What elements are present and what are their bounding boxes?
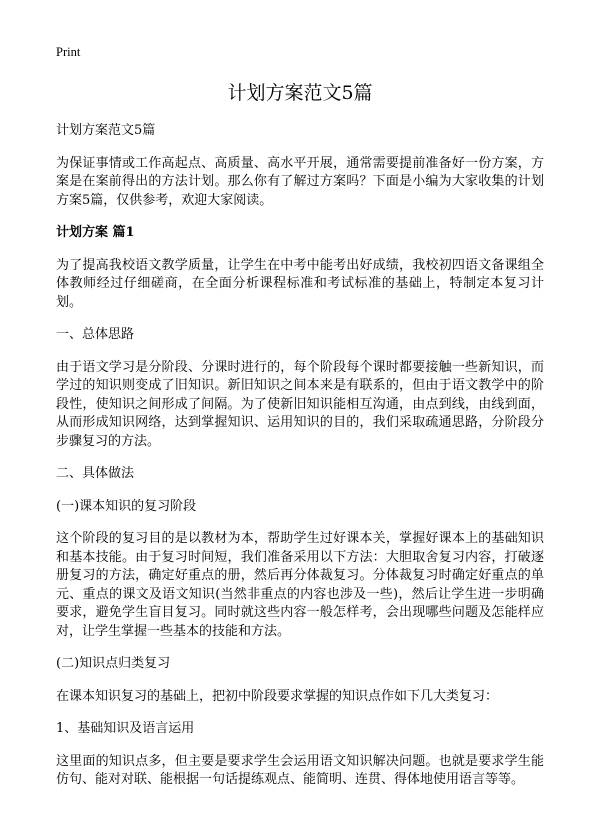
document-subtitle: 计划方案范文5篇 [56,123,156,138]
heading-specific-methods: 二、具体做法 [56,466,135,481]
document-title: 计划方案范文5篇 [227,82,373,104]
print-link[interactable]: Print [56,45,81,59]
intro-paragraph: 为保证事情或工作高起点、高质量、高水平开展，通常需要提前准备好一份方案，方案是在案前得出的方法计划。那么你有了解过方案吗？下面是小编为大家收集的计划方案5篇，仅供参考，欢迎大家阅读。 [56,155,544,208]
knowledge-classification-paragraph: 在课本知识复习的基础上，把初中阶段要求掌握的知识点作如下几大类复习： [56,688,499,704]
heading-basic-knowledge: 1、基础知识及语言运用 [56,721,195,736]
basic-knowledge-paragraph: 这里面的知识点多，但主要是要求学生会运用语文知识解决问题。也就是要求学生能仿句、能对对联、能根据一句话提练观点、能简明、连贯、得体地使用语言等等。 [56,753,544,787]
textbook-review-paragraph: 这个阶段的复习目的是以教材为本，帮助学生过好课本关，掌握好课本上的基础知识和基本技能。由于复习时间短，我们准备采用以下方法：大胆取舍复习内容，打破逐册复习的方法，确定好重点的册，然后再分体裁复习。分体裁复习时确定好重点的单元、重点的课文及语文知识(当然非重点的内容也涉及一些)，然后让学生进一步明确要求，避免学生盲目复习。同时就这些内容一般怎样考，会出现哪些问题及怎能样应对，让学生掌握一些基本的技能和方法。 [56,531,544,639]
section-heading-1: 计划方案 篇1 [56,225,135,240]
section1-intro-paragraph: 为了提高我校语文教学质量，让学生在中考中能考出好成绩，我校初四语文备课组全体教师经过仔细磋商，在全面分析课程标准和考试标准的基础上，特制定本复习计划。 [56,257,544,310]
heading-overall-approach: 一、总体思路 [56,327,135,342]
overall-approach-paragraph: 由于语文学习是分阶段、分课时进行的，每个阶段每个课时都要接触一些新知识，而学过的知识则变成了旧知识。新旧知识之间本来是有联系的，但由于语文教学中的阶段性，使知识之间形成了间隔。为了使新旧知识能相互沟通，由点到线，由线到面，从而形成知识网络，达到掌握知识、运用知识的目的，我们采取疏通思路，分阶段分步骤复习的方法。 [56,359,544,449]
heading-knowledge-classification: (二)知识点归类复习 [56,656,171,671]
heading-textbook-review-stage: (一)课本知识的复习阶段 [56,498,197,514]
